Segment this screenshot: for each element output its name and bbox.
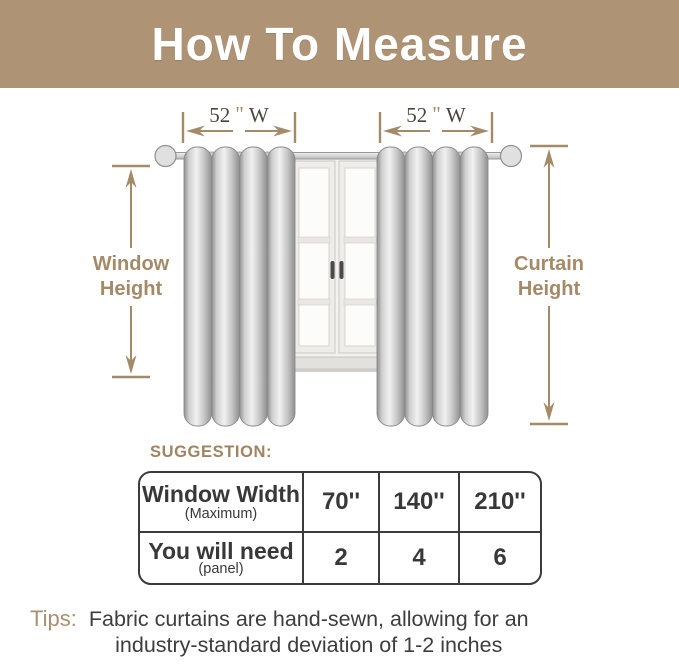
window-handle <box>340 261 344 279</box>
curtain-fold <box>184 147 212 426</box>
suggestion-heading: SUGGESTION: <box>150 443 273 461</box>
window-handle <box>331 261 335 279</box>
curtain-height-line2: Height <box>517 278 581 300</box>
curtain-fold <box>377 147 405 426</box>
cell-value: 70'' <box>321 488 361 515</box>
width-value: 52 <box>406 103 428 127</box>
row-subheader: (Maximum) <box>184 506 258 523</box>
tips-section <box>0 606 679 658</box>
window-height-line2: Height <box>99 278 163 300</box>
table-cell <box>460 473 540 533</box>
width-measure-left-label <box>183 103 295 128</box>
width-unit: W <box>248 103 269 127</box>
table-cell <box>380 473 460 533</box>
curtain-fold <box>240 147 268 426</box>
suggestion-table <box>138 471 542 585</box>
row-header: Window Width <box>142 480 300 507</box>
window-mullion <box>298 299 330 305</box>
header-banner <box>0 0 679 88</box>
window-mullion <box>298 237 330 243</box>
tips-label: Tips: <box>30 606 77 631</box>
cell-value: 2 <box>334 544 348 571</box>
page-title: How To Measure <box>151 18 528 70</box>
tips-text <box>89 606 529 658</box>
cell-value: 4 <box>412 544 426 571</box>
inch-mark: " <box>235 102 244 126</box>
inch-mark: " <box>432 102 441 126</box>
window-mullion <box>344 237 376 243</box>
curtain-height-line1: Curtain <box>514 253 584 275</box>
curtain-panel-left <box>184 147 295 426</box>
curtain-fold <box>405 147 433 426</box>
curtain-panel-right <box>377 147 488 426</box>
cell-value: 140'' <box>393 488 445 515</box>
table-header-cell <box>140 473 304 533</box>
window-height-label <box>76 252 186 302</box>
curtain-height-label <box>494 252 604 302</box>
window-sill-shadow <box>283 369 391 372</box>
curtain-fold <box>267 147 295 426</box>
window-glass <box>345 168 375 346</box>
curtain-fold <box>433 147 461 426</box>
table-cell <box>304 473 380 533</box>
width-measure-right-label <box>380 103 492 128</box>
tips-line2: industry-standard deviation of 1-2 inches <box>115 633 503 658</box>
table-header-cell <box>140 533 304 583</box>
rod-finial-left <box>155 146 176 167</box>
table-cell <box>380 533 460 583</box>
curtain-fold <box>460 147 488 426</box>
table-cell <box>304 533 380 583</box>
curtain-fold <box>212 147 240 426</box>
window-glass <box>299 168 329 346</box>
rod-finial-right <box>501 146 522 167</box>
cell-value: 6 <box>493 544 507 571</box>
width-value: 52 <box>209 103 231 127</box>
row-header: You will need <box>148 538 294 565</box>
width-unit: W <box>445 103 466 127</box>
window-mullion <box>344 299 376 305</box>
cell-value: 210'' <box>474 488 526 515</box>
tips-line1: Fabric curtains are hand-sewn, allowing for an <box>88 607 529 631</box>
window-height-line1: Window <box>92 253 170 275</box>
table-cell <box>460 533 540 583</box>
row-subheader: (panel) <box>198 560 244 577</box>
